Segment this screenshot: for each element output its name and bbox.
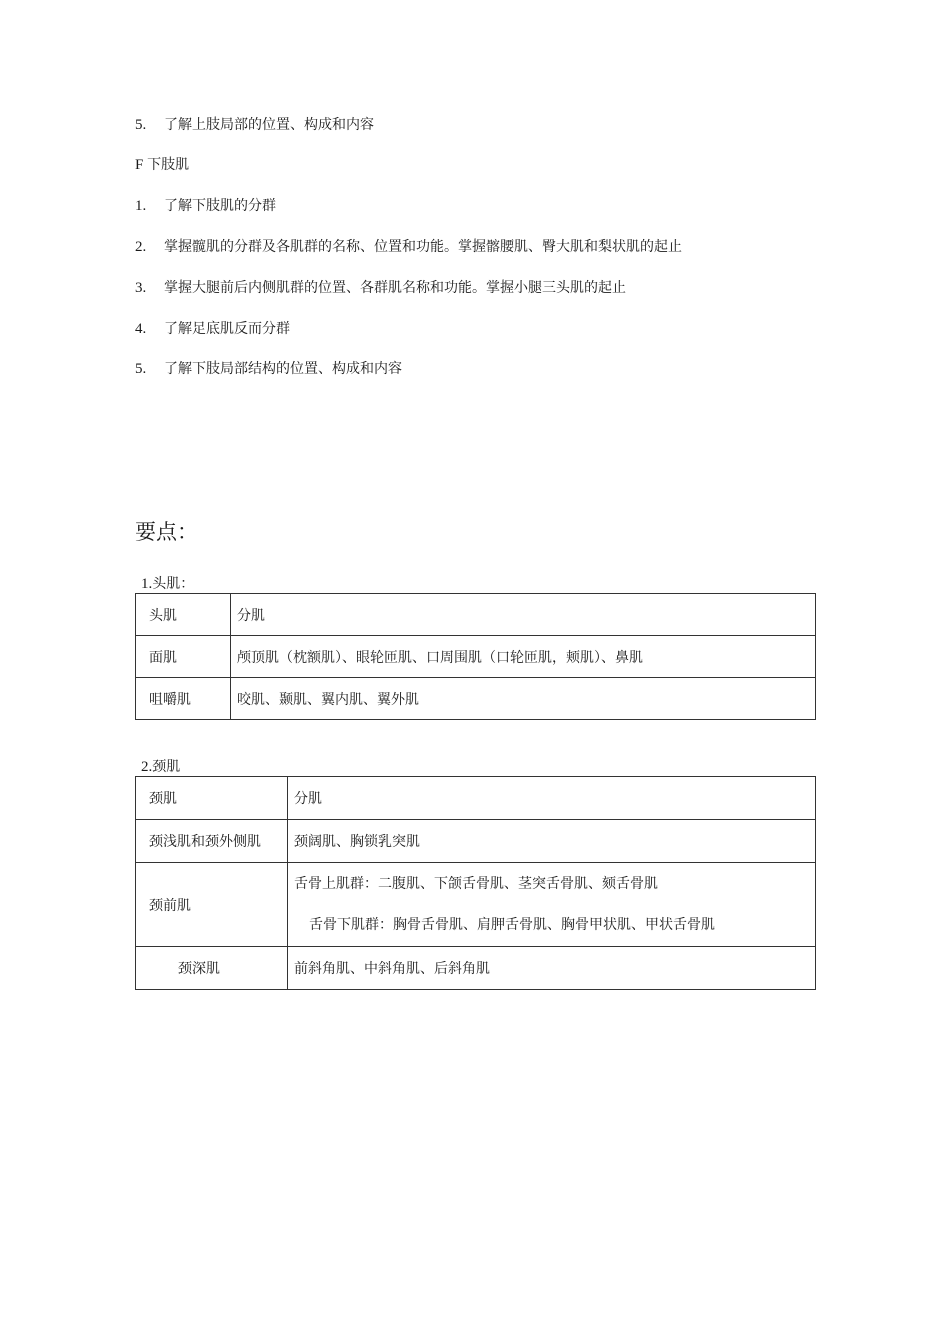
- key-points-title: 要点：: [135, 520, 198, 544]
- table-row: [136, 678, 816, 720]
- table-cell: 颈前肌: [136, 863, 288, 947]
- table-cell: 面肌: [136, 636, 231, 678]
- section-title: 下肢肌: [147, 157, 190, 173]
- table-row: [136, 820, 816, 863]
- list-item-upper-5: [135, 115, 374, 135]
- table-row: [136, 947, 816, 990]
- head-muscle-table: [135, 593, 816, 720]
- table1-caption: [141, 575, 194, 593]
- table-cell: 咀嚼肌: [136, 678, 231, 720]
- neck-muscle-table: [135, 776, 816, 990]
- infrahyoid-group: 舌骨下肌群：胸骨舌骨肌、肩胛舌骨肌、胸骨甲状肌、甲状舌骨肌: [309, 917, 715, 933]
- list-number: 5.: [135, 117, 147, 133]
- table1-caption-text: 头肌：: [152, 576, 195, 592]
- table-header-cell: 分肌: [231, 594, 816, 636]
- table-cell: 前斜角肌、中斜角肌、后斜角肌: [288, 947, 816, 990]
- table-row: [136, 636, 816, 678]
- table2-caption: [141, 758, 180, 776]
- table-cell: 颅顶肌（枕额肌）、眼轮匝肌、口周围肌（口轮匝肌，颊肌）、鼻肌: [231, 636, 816, 678]
- table-row: [136, 863, 816, 947]
- list-item-lower-4: [135, 319, 290, 339]
- table-header-cell: 分肌: [288, 777, 816, 820]
- table-cell: 颈深肌: [136, 947, 288, 990]
- section-heading-f: [135, 155, 189, 175]
- list-text: 了解足底肌反而分群: [164, 321, 290, 337]
- list-item-lower-5: [135, 359, 402, 379]
- list-number: 2.: [135, 239, 147, 255]
- suprahyoid-group: 舌骨上肌群：二腹肌、下颌舌骨肌、茎突舌骨肌、颏舌骨肌: [294, 876, 658, 892]
- table1-caption-num: 1.: [141, 576, 153, 592]
- table-cell: 颈阔肌、胸锁乳突肌: [288, 820, 816, 863]
- list-number: 3.: [135, 280, 147, 296]
- list-text: 了解下肢肌的分群: [164, 198, 276, 214]
- list-item-lower-3: [135, 278, 626, 298]
- list-text: 掌握髋肌的分群及各肌群的名称、位置和功能。掌握髂腰肌、臀大肌和梨状肌的起止: [164, 239, 682, 255]
- table-header-cell: 头肌: [136, 594, 231, 636]
- table-cell: 颈浅肌和颈外侧肌: [136, 820, 288, 863]
- list-number: 1.: [135, 198, 147, 214]
- table-header-row: [136, 594, 816, 636]
- list-text: 掌握大腿前后内侧肌群的位置、各群肌名称和功能。掌握小腿三头肌的起止: [164, 280, 626, 296]
- list-text: 了解上肢局部的位置、构成和内容: [164, 117, 374, 133]
- table-header-cell: 颈肌: [136, 777, 288, 820]
- list-item-lower-1: [135, 196, 276, 216]
- table-cell: 咬肌、颞肌、翼内肌、翼外肌: [231, 678, 816, 720]
- list-number: 5.: [135, 361, 147, 377]
- section-letter: F: [135, 157, 144, 173]
- list-text: 了解下肢局部结构的位置、构成和内容: [164, 361, 402, 377]
- table-cell-multiline: [288, 863, 816, 947]
- list-item-lower-2: [135, 237, 682, 257]
- table2-caption-text: 颈肌: [152, 759, 181, 775]
- table-header-row: [136, 777, 816, 820]
- list-number: 4.: [135, 321, 147, 337]
- table2-caption-num: 2.: [141, 759, 153, 775]
